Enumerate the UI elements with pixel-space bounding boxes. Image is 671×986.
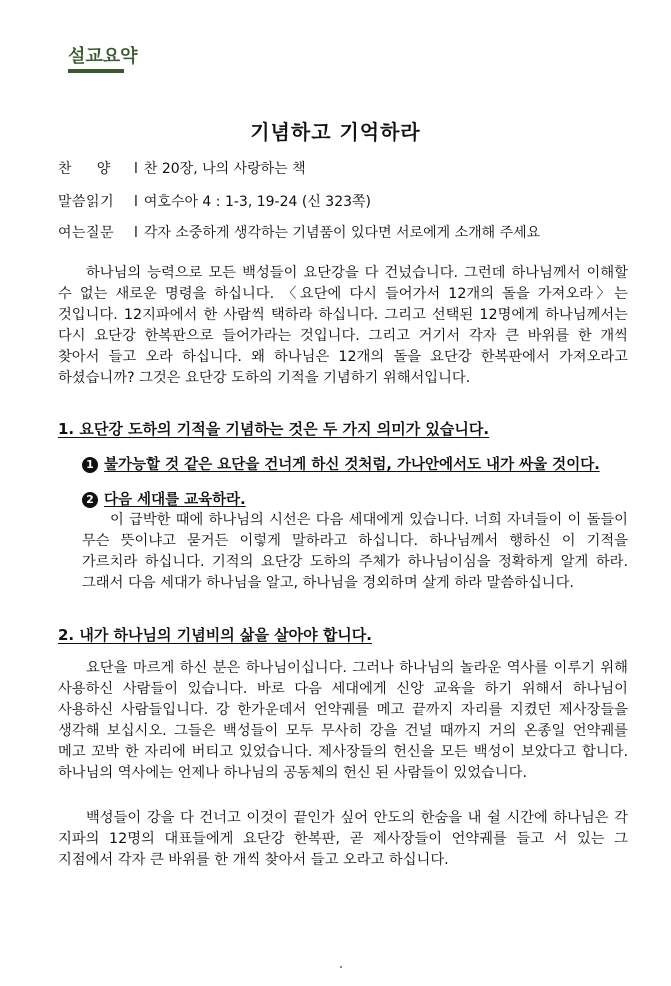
section-2-paragraph-1: 요단을 마르게 하신 분은 하나님이십니다. 그러나 하나님의 놀라운 역사를 이루기 위해 사용하신 사람들이 있습니다. 바로 다음 세대에게 신앙 교육을 하기 위해서 하나님이 사용하신 사람들입니다. 강 한가운데서 언약궤를 메고 끝까지 자리를 지켰던 제사장들을 생각해 보십시오. 그들은 백성들이 모두 무사히 강을 건널 때까지 거의 온종일 언약궤를 메고 꼬박 한 자리에 버티고 있었습니다. 제사장들의 헌신을 모든 백성이 보았다고 합니다. 하나님의 역사에는 언제나 하나님의 공동체의 헌신 된 사람들이 있었습니다. [58,660,628,781]
meta-question [58,222,540,242]
number-2-icon: 2 [82,492,98,508]
page-title: 기념하고 기억하라 [250,120,421,144]
meta-separator: l [134,194,138,210]
meta-hymn-value: 찬 20장, 나의 사랑하는 책 [143,161,306,177]
meta-question-value: 각자 소중하게 생각하는 기념품이 있다면 서로에게 소개해 주세요 [143,225,541,241]
number-1-icon: 1 [82,457,98,473]
meta-question-label: 여는질문 [58,225,115,241]
meta-hymn [58,158,306,178]
section-1-point-1 [82,456,630,474]
section-2-paragraph-2: 백성들이 강을 다 건너고 이것이 끝인가 싶어 안도의 한숨을 내 쉴 시간에 하나님은 각 지파의 12명의 대표들에게 요단강 한복판, 곧 제사장들이 언약궤를 들고 서 있는 그 지점에서 각자 큰 바위를 한 개씩 찾아서 들고 오라고 하십니다. [58,810,628,868]
point-2-text: 다음 세대를 교육하라. [104,492,246,508]
section-1-heading: 1. 요단강 도하의 기적을 기념하는 것은 두 가지 의미가 있습니다. [58,420,490,438]
meta-hymn-label: 찬 양 [58,161,111,177]
meta-separator: l [134,225,138,241]
intro-paragraph: 하나님의 능력으로 모든 백성들이 요단강을 다 건넜습니다. 그런데 하나님께서 이해할 수 없는 새로운 명령을 하십니다. 〈요단에 다시 들어가서 12개의 돌을 가져오라〉는 것입니다. 12지파에서 한 사람씩 택하라 하십니다. 그리고 선택된 12명에게 하나님께서는 다시 요단강 한복판으로 들어가라는 것입니다. 그리고 거기서 각자 큰 바위를 한 개씩 찾아서 들고 오라 하십니다. 왜 하나님은 12개의 돌을 요단강 한복판에서 가져오라고 하셨습니까? 그것은 요단강 도하의 기적을 기념하기 위해서입니다. [58,265,628,386]
logo-underline [68,69,124,73]
meta-reading-value: 여호수아 4 : 1-3, 19-24 (신 323쪽) [143,194,372,210]
meta-reading-label: 말씀읽기 [58,194,115,210]
brand-logo: 설교요약 [68,46,138,67]
section-1-point-2 [82,491,630,509]
meta-separator: l [134,161,138,177]
meta-reading [58,191,371,211]
point-1-text: 불가능할 것 같은 요단을 건너게 하신 것처럼, 가나안에서도 내가 싸울 것이다. [104,457,600,473]
section-1-body: 이 급박한 때에 하나님의 시선은 다음 세대에게 있습니다. 너희 자녀들이 이 돌들이 무슨 뜻이냐고 묻거든 이렇게 말하라고 하십니다. 하나님께서 행하신 이 기적을 가르치라 하십니다. 기적의 요단강 도하의 주체가 하나님이심을 정확하게 알게 하라. 그래서 다음 세대가 하나님을 알고, 하나님을 경외하며 살게 하라 말씀하십니다. [82,512,628,591]
page-dot [340,966,342,968]
section-2-heading: 2. 내가 하나님의 기념비의 삶을 살아야 합니다. [58,626,372,644]
